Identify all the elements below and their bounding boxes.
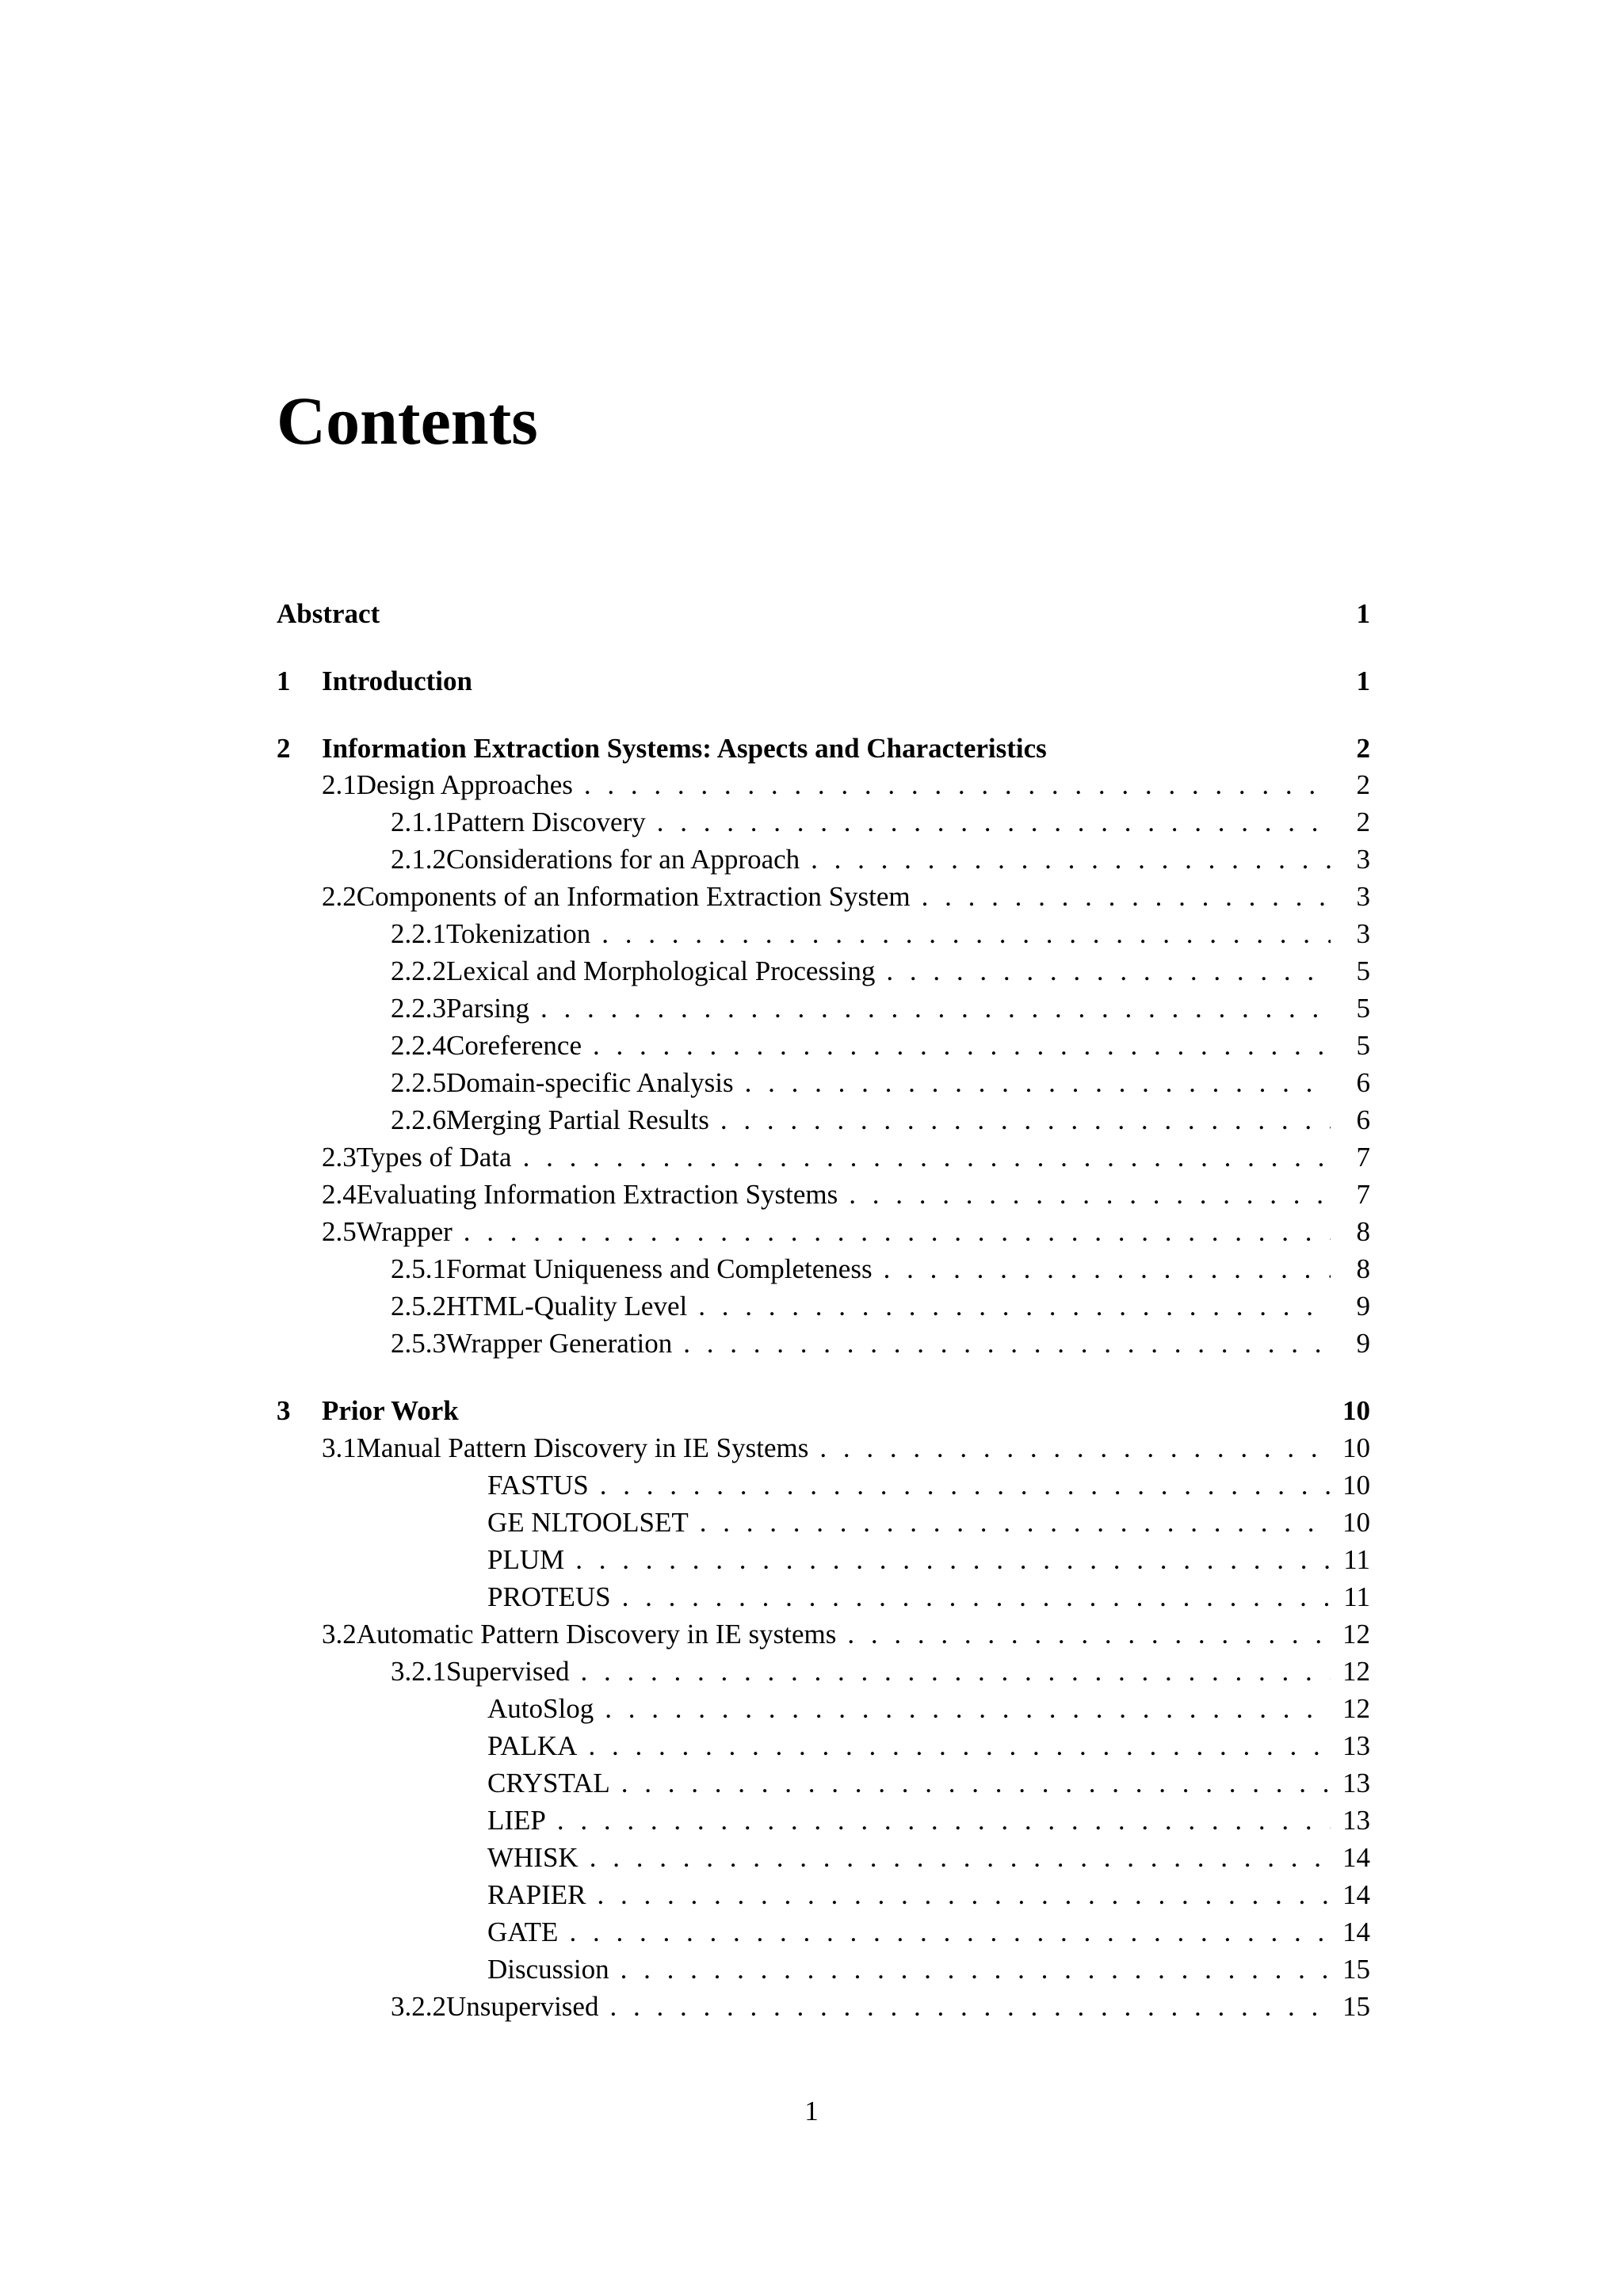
toc-dot-leader <box>590 1840 1331 1876</box>
toc-page-number: 10 <box>1342 1395 1370 1426</box>
toc-dot-leader <box>720 1102 1331 1138</box>
toc-entry-number: 2.2.2 <box>391 955 446 986</box>
toc-page-number: 8 <box>1356 1216 1370 1247</box>
toc-entry-number: 3.2.2 <box>391 1991 446 2022</box>
toc-page-number: 14 <box>1342 1917 1370 1947</box>
toc-entry-title: Considerations for an Approach <box>446 844 800 875</box>
toc-dot-leader <box>581 1653 1331 1690</box>
toc-entry-number: 1 <box>277 666 291 696</box>
toc-page-number: 2 <box>1356 733 1370 764</box>
toc-entry-number: 2 <box>277 733 291 764</box>
toc-entry-title: Manual Pattern Discovery in IE Systems <box>356 1432 809 1463</box>
toc-entry-number: 3.2 <box>322 1619 357 1650</box>
toc-entry-row[interactable] <box>277 1616 1370 1653</box>
page-number: 1 <box>804 2096 819 2126</box>
toc-entry-number: 2.5 <box>322 1216 357 1247</box>
toc-entry-row[interactable] <box>277 1251 1370 1287</box>
toc-entry-row[interactable] <box>277 804 1370 841</box>
toc-page-number: 1 <box>1356 666 1370 696</box>
toc-entry-title: Lexical and Morphological Processing <box>446 955 876 986</box>
toc-entry-number: 2.2.3 <box>391 993 446 1024</box>
toc-page-number: 3 <box>1356 881 1370 912</box>
toc-entry-title: Merging Partial Results <box>446 1104 709 1135</box>
toc-entry-row[interactable] <box>277 1840 1370 1876</box>
toc-dot-leader <box>922 879 1331 915</box>
toc-entry-title: Format Uniqueness and Completeness <box>446 1253 873 1284</box>
toc-page-number: 9 <box>1356 1291 1370 1322</box>
toc-entry-row[interactable] <box>277 1802 1370 1839</box>
toc-entry-number: 2.2.5 <box>391 1067 446 1098</box>
toc-dot-leader <box>575 1542 1331 1578</box>
toc-entry-title: GE NLTOOLSET <box>487 1507 689 1538</box>
toc-page-number: 15 <box>1342 1991 1370 2022</box>
toc-entry-number: 2.2.4 <box>391 1030 446 1061</box>
toc-entry-title: Coreference <box>446 1030 582 1061</box>
toc-dot-leader <box>584 767 1331 803</box>
toc-dot-leader <box>609 1989 1331 2025</box>
toc-entry-row[interactable] <box>277 767 1370 803</box>
toc-dot-leader <box>819 1430 1331 1466</box>
toc-dot-leader <box>621 1765 1331 1802</box>
toc-entry-row[interactable] <box>277 1505 1370 1541</box>
toc-dot-leader <box>884 1251 1331 1287</box>
toc-entry-row[interactable] <box>277 1288 1370 1325</box>
toc-chapter-row[interactable] <box>277 663 1370 700</box>
toc-entry-row[interactable] <box>277 1728 1370 1764</box>
toc-entry-title: Design Approaches <box>356 769 573 800</box>
toc-entry-title: PLUM <box>487 1544 565 1575</box>
toc-entry-row[interactable] <box>277 1579 1370 1615</box>
toc-chapter-row[interactable] <box>277 1393 1370 1429</box>
toc-entry-row[interactable] <box>277 1214 1370 1250</box>
toc-entry-number: 2.2.1 <box>391 918 446 949</box>
toc-entry-row[interactable] <box>277 1065 1370 1101</box>
toc-page-number: 6 <box>1356 1104 1370 1135</box>
toc-entry-title: Components of an Information Extraction System <box>356 881 911 912</box>
toc-entry-title: PALKA <box>487 1730 578 1761</box>
toc-entry-title: Domain-specific Analysis <box>446 1067 734 1098</box>
toc-entry-number: 2.4 <box>322 1179 357 1210</box>
toc-entry-title: HTML-Quality Level <box>446 1291 688 1322</box>
toc-page-number: 13 <box>1342 1805 1370 1836</box>
toc-entry-title: LIEP <box>487 1805 546 1836</box>
toc-entry-row[interactable] <box>277 1877 1370 1913</box>
toc-dot-leader <box>847 1616 1331 1653</box>
toc-entry-row[interactable] <box>277 1139 1370 1176</box>
toc-entry-title: GATE <box>487 1917 559 1947</box>
toc-dot-leader <box>597 1877 1331 1913</box>
toc-dot-leader <box>683 1325 1331 1362</box>
toc-entry-number: 2.5.1 <box>391 1253 446 1284</box>
toc-page-number: 6 <box>1356 1067 1370 1098</box>
toc-entry-row[interactable] <box>277 1542 1370 1578</box>
toc-dot-leader <box>849 1177 1331 1213</box>
toc-page-number: 13 <box>1342 1768 1370 1798</box>
toc-entry-title: FASTUS <box>487 1470 589 1501</box>
toc-dot-leader <box>523 1139 1331 1176</box>
toc-dot-leader <box>569 1914 1331 1951</box>
toc-dot-leader <box>605 1691 1331 1727</box>
toc-entry-number: 2.5.3 <box>391 1328 446 1359</box>
toc-entry-row[interactable] <box>277 1430 1370 1466</box>
toc-entry-title: Parsing <box>446 993 529 1024</box>
toc-entry-row[interactable] <box>277 990 1370 1027</box>
toc-entry-title: Types of Data <box>356 1142 512 1173</box>
toc-entry-row[interactable] <box>277 1989 1370 2025</box>
toc-dot-leader <box>886 953 1331 990</box>
toc-entry-row[interactable] <box>277 1102 1370 1138</box>
toc-page-number: 9 <box>1356 1328 1370 1359</box>
toc-dot-leader <box>621 1951 1331 1988</box>
toc-entry-row[interactable] <box>277 1467 1370 1504</box>
toc-entry-title: Unsupervised <box>446 1991 599 2022</box>
page-title: Contents <box>277 383 538 459</box>
toc-page-number: 10 <box>1342 1470 1370 1501</box>
toc-dot-leader <box>601 916 1331 952</box>
toc-entry-title: Information Extraction Systems: Aspects and Characteristics <box>322 733 1047 764</box>
toc-page-number: 2 <box>1356 769 1370 800</box>
toc-dot-leader <box>588 1728 1331 1764</box>
toc-dot-leader <box>811 841 1331 878</box>
toc-page-number: 1 <box>1356 598 1370 629</box>
toc-entry-row[interactable] <box>277 953 1370 990</box>
toc-entry-row[interactable] <box>277 1653 1370 1690</box>
toc-dot-leader <box>657 804 1331 841</box>
toc-dot-leader <box>622 1579 1331 1615</box>
toc-entry-title: AutoSlog <box>487 1693 594 1724</box>
toc-page-number: 8 <box>1356 1253 1370 1284</box>
toc-dot-leader <box>593 1028 1331 1064</box>
toc-entry-number: 3.2.1 <box>391 1656 446 1687</box>
toc-page-number: 5 <box>1356 1030 1370 1061</box>
toc-entry-title: PROTEUS <box>487 1581 611 1612</box>
toc-page-number: 12 <box>1342 1619 1370 1650</box>
toc-entry-title: Wrapper <box>356 1216 453 1247</box>
toc-page-number: 5 <box>1356 955 1370 986</box>
toc-entry-row[interactable] <box>277 1691 1370 1727</box>
toc-entry-row[interactable] <box>277 1765 1370 1802</box>
toc-entry-row[interactable] <box>277 1177 1370 1213</box>
toc-dot-leader <box>464 1214 1331 1250</box>
toc-entry-row[interactable] <box>277 1325 1370 1362</box>
toc-entry-number: 2.2.6 <box>391 1104 446 1135</box>
toc-entry-title: CRYSTAL <box>487 1768 610 1798</box>
toc-chapter-row[interactable] <box>277 730 1370 767</box>
toc-dot-leader <box>540 990 1331 1027</box>
toc-entry-row[interactable] <box>277 1951 1370 1988</box>
toc-page-number: 13 <box>1342 1730 1370 1761</box>
toc-page-number: 11 <box>1343 1544 1370 1575</box>
toc-dot-leader <box>700 1505 1331 1541</box>
toc-entry-title: WHISK <box>487 1842 579 1873</box>
toc-page-number: 10 <box>1342 1432 1370 1463</box>
toc-dot-leader <box>557 1802 1331 1839</box>
toc-entry-number: 3.1 <box>322 1432 357 1463</box>
toc-entry-title: Prior Work <box>322 1395 459 1426</box>
toc-entry-row[interactable] <box>277 1914 1370 1951</box>
toc-entry-row[interactable] <box>277 1028 1370 1064</box>
toc-entry-title: Introduction <box>322 666 472 696</box>
toc-entry-number: 2.3 <box>322 1142 357 1173</box>
toc-entry-number: 2.1 <box>322 769 357 800</box>
toc-entry-title: Evaluating Information Extraction Systems <box>356 1179 838 1210</box>
toc-entry-title: Abstract <box>277 598 380 629</box>
toc-page-number: 7 <box>1356 1142 1370 1173</box>
toc-page-number: 3 <box>1356 844 1370 875</box>
toc-page-number: 5 <box>1356 993 1370 1024</box>
toc-dot-leader <box>600 1467 1331 1504</box>
toc-entry-number: 2.1.1 <box>391 807 446 837</box>
toc-chapter-row[interactable] <box>277 596 1370 632</box>
toc-page-number: 15 <box>1342 1954 1370 1985</box>
toc-page-number: 12 <box>1342 1693 1370 1724</box>
toc-entry-row[interactable] <box>277 916 1370 952</box>
toc-page-number: 2 <box>1356 807 1370 837</box>
toc-page-number: 11 <box>1343 1581 1370 1612</box>
toc-entry-title: Discussion <box>487 1954 609 1985</box>
toc-entry-row[interactable] <box>277 841 1370 878</box>
toc-page-number: 7 <box>1356 1179 1370 1210</box>
toc-page-number: 14 <box>1342 1879 1370 1910</box>
toc-entry-number: 2.1.2 <box>391 844 446 875</box>
toc-entry-title: Tokenization <box>446 918 591 949</box>
toc-entry-number: 2.5.2 <box>391 1291 446 1322</box>
toc-entry-title: Pattern Discovery <box>446 807 646 837</box>
toc-entry-row[interactable] <box>277 879 1370 915</box>
toc-entry-title: Automatic Pattern Discovery in IE systems <box>356 1619 837 1650</box>
toc-entry-title: Supervised <box>446 1656 570 1687</box>
toc-entry-number: 3 <box>277 1395 291 1426</box>
toc-entry-number: 2.2 <box>322 881 357 912</box>
toc-page-number: 10 <box>1342 1507 1370 1538</box>
toc-page-number: 3 <box>1356 918 1370 949</box>
toc-dot-leader <box>745 1065 1331 1101</box>
toc-page-number: 14 <box>1342 1842 1370 1873</box>
toc-entry-title: Wrapper Generation <box>446 1328 673 1359</box>
toc-entry-title: RAPIER <box>487 1879 586 1910</box>
toc-dot-leader <box>698 1288 1331 1325</box>
toc-page-number: 12 <box>1342 1656 1370 1687</box>
